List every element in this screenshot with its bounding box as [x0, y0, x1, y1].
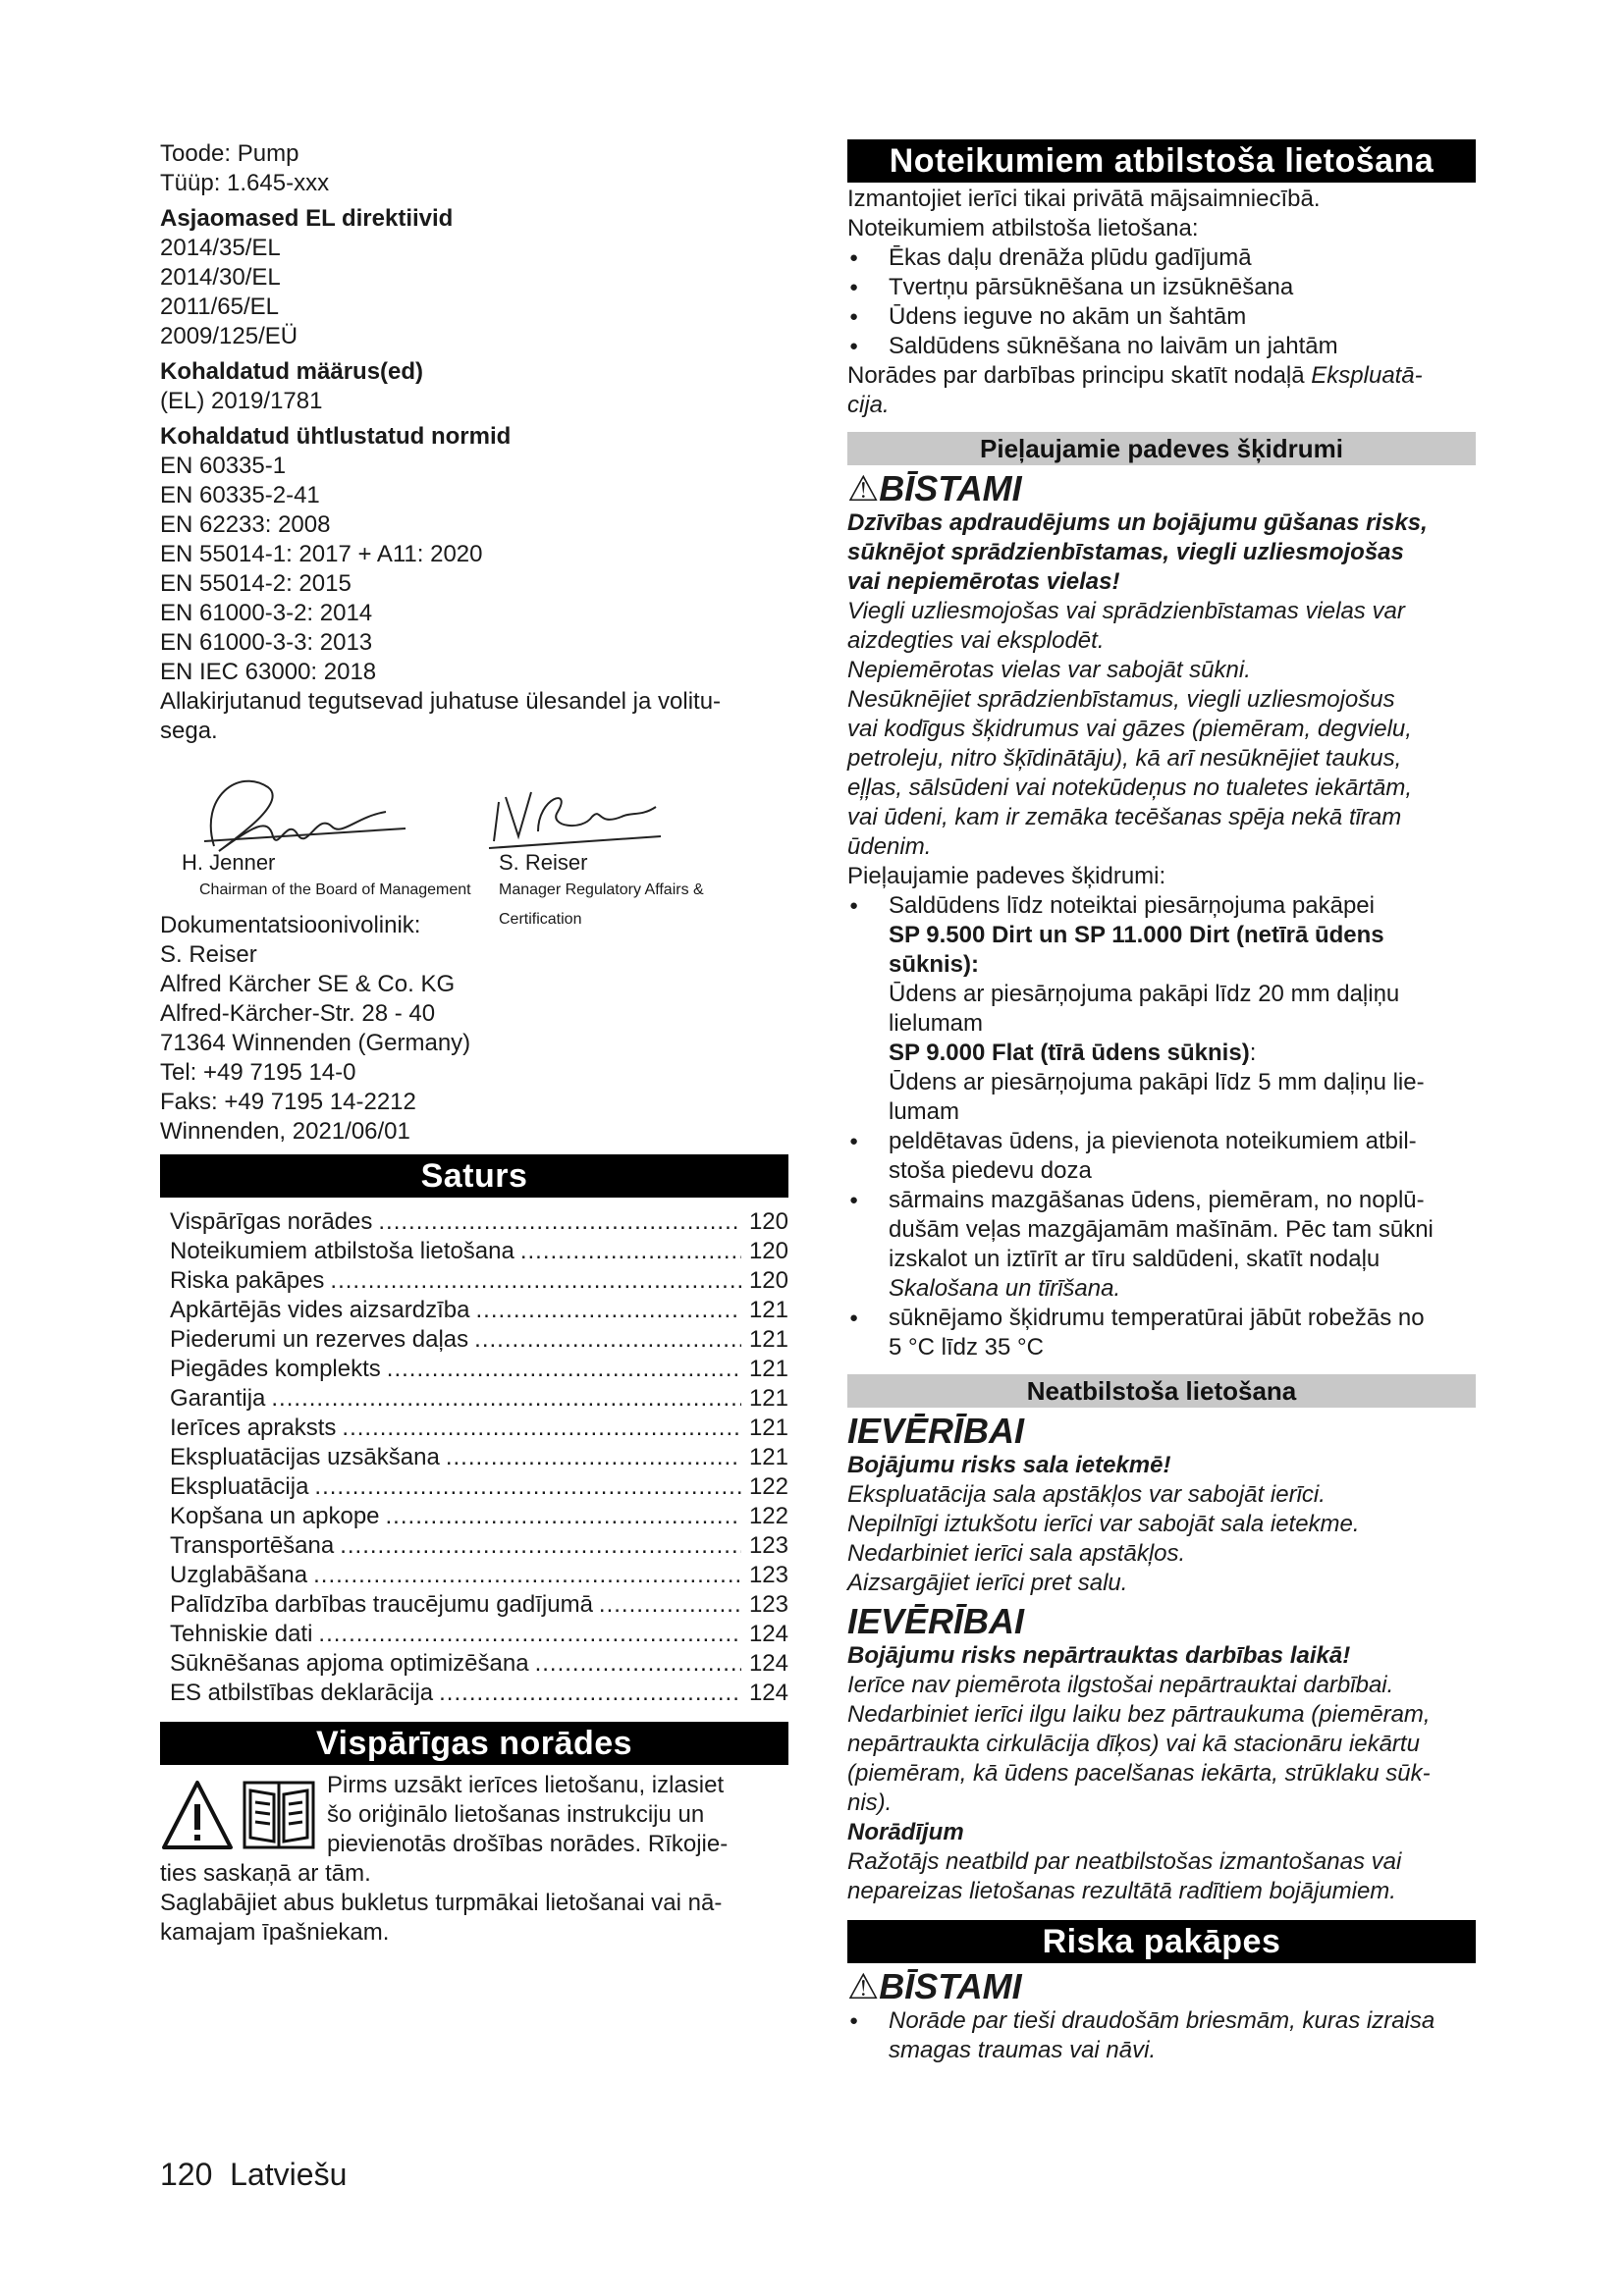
- danger-bold-text: Dzīvības apdraudējums un bojājumu gūšanas risks,: [847, 509, 1428, 536]
- intended-use-bullet: ● Saldūdens sūknēšana no laivām un jahtām: [847, 332, 1476, 361]
- notice-bold-text: Bojājumu risks nepārtrauktas darbības laikā!: [847, 1642, 1351, 1669]
- chapter-link[interactable]: Skalošana un tīrīšana.: [889, 1275, 1121, 1302]
- toc-label: Ekspluatācija: [170, 1473, 309, 1500]
- contact-line: S. Reiser: [160, 941, 257, 968]
- contact-line: Alfred-Kärcher-Str. 28 - 40: [160, 1000, 436, 1027]
- notice-text: Ierīce nav piemērota ilgstošai nepārtrauktai darbībai.: [847, 1672, 1394, 1698]
- regulations-heading: Kohaldatud määrus(ed): [160, 358, 424, 385]
- toc-page: 123: [748, 1591, 788, 1618]
- fluid-bullet: ● peldētavas ūdens, ja pievienota noteikumiem atbil-: [847, 1127, 1476, 1156]
- danger-text: Nepiemērotas vielas var sabojāt sūkni.: [847, 657, 1251, 683]
- fluid-bullet: ● sūknējamo šķidrumu temperatūrai jābūt robežās no: [847, 1304, 1476, 1333]
- contact-line: Winnenden, 2021/06/01: [160, 1118, 410, 1145]
- toc-label: Palīdzība darbības traucējumu gadījumā: [170, 1591, 593, 1618]
- danger-text: petroleju, nitro šķīdinātāju), kā arī nesūknējiet taukus,: [847, 745, 1402, 772]
- directives-heading: Asjaomased EL direktiivid: [160, 205, 454, 232]
- model-label: SP 9.500 Dirt un SP 11.000 Dirt (netīrā ūdens: [889, 922, 1384, 948]
- notice-text: (piemēram, kā ūdens pacelšanas iekārta, strūklaku sūk-: [847, 1760, 1431, 1787]
- intended-use-bullet: ● Tvertņu pārsūknēšana un izsūknēšana: [847, 273, 1476, 302]
- danger-signal: ⚠BĪSTAMI: [847, 1966, 1022, 2006]
- danger-signal: ⚠BĪSTAMI: [847, 468, 1022, 508]
- norm-item: EN 55014-1: 2017 + A11: 2020: [160, 541, 483, 567]
- norms-heading: Kohaldatud ühtlustatud normid: [160, 423, 512, 450]
- fluid-bullet: ● sārmains mazgāšanas ūdens, piemēram, no noplū-: [847, 1186, 1476, 1215]
- intended-use-bullet: ● Ūdens ieguve no akām un šahtām: [847, 302, 1476, 332]
- toc-page: 120: [748, 1267, 788, 1294]
- intended-use-ref: [847, 361, 1476, 391]
- contact-line: Alfred Kärcher SE & Co. KG: [160, 971, 456, 997]
- doc-contact: [160, 911, 788, 1147]
- notice-text: Nedarbiniet ierīci ilgu laiku bez pārtraukuma (piemēram,: [847, 1701, 1431, 1728]
- toc-page: 124: [748, 1621, 788, 1647]
- warning-manual-icons: [160, 1771, 327, 1859]
- toc-page: 121: [748, 1385, 788, 1412]
- toc-list: [160, 1207, 788, 1708]
- directive-item: 2014/35/EL: [160, 235, 281, 261]
- model-colon: :: [1249, 1040, 1257, 1066]
- toc-label: Riska pakāpes: [170, 1267, 325, 1294]
- risk-levels-title: Riska pakāpes: [847, 1920, 1476, 1963]
- fluid-bullet-cont: 5 °C līdz 35 °C: [889, 1334, 1044, 1361]
- footer-language: Latviešu: [230, 2157, 348, 2192]
- toc-entry[interactable]: [170, 1443, 788, 1472]
- norm-item: EN 55014-2: 2015: [160, 570, 352, 597]
- toc-entry[interactable]: [170, 1414, 788, 1443]
- note-text: Ražotājs neatbild par neatbilstošas izmantošanas vai: [847, 1848, 1402, 1875]
- norm-item: EN 60335-2-41: [160, 482, 320, 508]
- general-notice: [160, 1771, 788, 1859]
- toc-label: Uzglabāšana: [170, 1562, 308, 1588]
- notice-text: nis).: [847, 1789, 893, 1816]
- toc-entry[interactable]: [170, 1384, 788, 1414]
- contact-line: 71364 Winnenden (Germany): [160, 1030, 471, 1056]
- regulation-item: (EL) 2019/1781: [160, 388, 323, 414]
- left-column: [160, 139, 788, 1948]
- danger-text: vai kodīgus šķidrumus vai gāzes (piemēram, degvielu,: [847, 716, 1412, 742]
- toc-page: 122: [748, 1503, 788, 1529]
- general-section-title: Vispārīgas norādes: [160, 1722, 788, 1765]
- model-label-row: [847, 1039, 1476, 1068]
- notice-text: Aizsargājiet ierīci pret salu.: [847, 1570, 1128, 1596]
- norm-item: EN IEC 63000: 2018: [160, 659, 377, 685]
- model-text: lumam: [889, 1098, 960, 1125]
- norm-item: EN 60335-1: [160, 453, 287, 479]
- fluid-bullet-cont: stoša piedevu doza: [889, 1157, 1092, 1184]
- notice-signal: IEVĒRĪBAI: [847, 1411, 1025, 1451]
- toc-entry[interactable]: [170, 1296, 788, 1325]
- toc-page: 121: [748, 1326, 788, 1353]
- toc-page: 120: [748, 1238, 788, 1264]
- signatory-name: H. Jenner: [182, 850, 276, 875]
- model-label: SP 9.000 Flat (tīrā ūdens sūknis): [889, 1040, 1250, 1066]
- notice-bold-text: Bojājumu risks sala ietekmē!: [847, 1452, 1171, 1478]
- contact-line: Dokumentatsioonivolinik:: [160, 912, 421, 938]
- danger-text: eļļas, sālsūdeni vai notekūdeņus no tualetes iekārtām,: [847, 774, 1413, 801]
- jenner-signature: [204, 781, 406, 851]
- risk-bullet: ● Norāde par tieši draudošām briesmām, kuras izraisa: [847, 2006, 1476, 2036]
- toc-label: Piegādes komplekts: [170, 1356, 381, 1382]
- notice-signal: IEVĒRĪBAI: [847, 1601, 1025, 1641]
- improper-use-subtitle: Neatbilstoša lietošana: [847, 1374, 1476, 1408]
- toc-entry[interactable]: [170, 1531, 788, 1561]
- toc-label: Ekspluatācijas uzsākšana: [170, 1444, 440, 1470]
- toc-label: Noteikumiem atbilstoša lietošana: [170, 1238, 514, 1264]
- ref-text: Norādes par darbības principu skatīt nodaļā: [847, 362, 1305, 389]
- toc-entry[interactable]: [170, 1472, 788, 1502]
- manual-book-icon: [244, 1783, 313, 1847]
- fluid-bullet-cont: izskalot un iztīrīt ar tīru saldūdeni, skatīt nodaļu: [889, 1246, 1380, 1272]
- toc-entry[interactable]: [170, 1207, 788, 1237]
- reiser-signature: [489, 792, 661, 848]
- intended-use-ref: cija.: [847, 392, 890, 418]
- directive-item: 2011/65/EL: [160, 294, 279, 320]
- toc-label: Transportēšana: [170, 1532, 335, 1559]
- toc-page: 123: [748, 1562, 788, 1588]
- right-column: [847, 139, 1476, 2065]
- toc-entry[interactable]: [170, 1237, 788, 1266]
- general-text: šo oriģinālo lietošanas instrukciju un: [327, 1801, 705, 1828]
- toc-page: 123: [748, 1532, 788, 1559]
- norm-item: EN 61000-3-3: 2013: [160, 629, 373, 656]
- toc-label: Ierīces apraksts: [170, 1415, 337, 1441]
- toc-entry[interactable]: [170, 1590, 788, 1620]
- toc-entry[interactable]: [170, 1649, 788, 1679]
- toc-label: Vispārīgas norādes: [170, 1208, 373, 1235]
- general-text: kamajam īpašniekam.: [160, 1919, 390, 1946]
- toc-label: Apkārtējās vides aizsardzība: [170, 1297, 470, 1323]
- toc-page: 122: [748, 1473, 788, 1500]
- toc-page: 120: [748, 1208, 788, 1235]
- type-line: Tüüp: 1.645-xxx: [160, 170, 330, 196]
- model-text: Ūdens ar piesārņojuma pakāpi līdz 20 mm daļiņu: [889, 981, 1400, 1007]
- toc-label: Piederumi un rezerves daļas: [170, 1326, 469, 1353]
- toc-label: Garantija: [170, 1385, 266, 1412]
- intended-use-text: Noteikumiem atbilstoša lietošana:: [847, 215, 1199, 241]
- toc-title: Saturs: [160, 1154, 788, 1198]
- page-number: 120: [160, 2157, 213, 2192]
- toc-label: ES atbilstības deklarācija: [170, 1680, 434, 1706]
- notice-text: Nedarbiniet ierīci sala apstākļos.: [847, 1540, 1186, 1567]
- danger-text: aizdegties vai eksplodēt.: [847, 627, 1105, 654]
- signatory-name: S. Reiser: [499, 850, 588, 875]
- risk-bullet-cont: smagas traumas vai nāvi.: [889, 2037, 1157, 2063]
- norm-item: EN 61000-3-2: 2014: [160, 600, 373, 626]
- ref-chapter-link[interactable]: Ekspluatā-: [1311, 362, 1423, 389]
- toc-page: 121: [748, 1444, 788, 1470]
- directive-item: 2014/30/EL: [160, 264, 281, 291]
- note-text: nepareizas lietošanas rezultātā radītiem bojājumiem.: [847, 1878, 1396, 1904]
- model-label: sūknis):: [889, 951, 980, 978]
- signing-text: Allakirjutanud tegutsevad juhatuse ülesandel ja volitu-: [160, 688, 722, 715]
- toc-label: Kopšana un apkope: [170, 1503, 380, 1529]
- toc-entry[interactable]: [170, 1266, 788, 1296]
- directive-item: 2009/125/EÜ: [160, 323, 298, 349]
- toc-label: Tehniskie dati: [170, 1621, 313, 1647]
- signatory-role: Chairman of the Board of Management: [199, 881, 471, 898]
- signatory-role: Manager Regulatory Affairs & Certification: [499, 881, 704, 928]
- fluid-bullet: ● Saldūdens līdz noteiktai piesārņojuma pakāpei: [847, 891, 1476, 921]
- danger-text: vai ūdeni, kam ir zemāka tecēšanas spēja nekā tīram: [847, 804, 1402, 830]
- toc-page: 124: [748, 1650, 788, 1677]
- danger-text: ūdenim.: [847, 833, 932, 860]
- toc-entry[interactable]: [170, 1679, 788, 1708]
- danger-bold-text: vai nepiemērotas vielas!: [847, 568, 1120, 595]
- fluid-bullet-cont: dušām veļas mazgājamām mašīnām. Pēc tam sūkni: [889, 1216, 1434, 1243]
- toc-entry[interactable]: [170, 1325, 788, 1355]
- general-text: pievienotās drošības norādes. Rīkojie-: [327, 1831, 729, 1857]
- notice-text: nepārtraukta cirkulācija dīķos) vai kā stacionāru iekārtu: [847, 1731, 1420, 1757]
- norm-item: EN 62233: 2008: [160, 511, 331, 538]
- warning-triangle-icon: [164, 1783, 231, 1847]
- toc-page: 121: [748, 1297, 788, 1323]
- toc-entry[interactable]: [170, 1355, 788, 1384]
- toc-entry[interactable]: [170, 1620, 788, 1649]
- fluids-subtitle: Pieļaujamie padeves šķidrumi: [847, 432, 1476, 465]
- product-line: Toode: Pump: [160, 140, 299, 167]
- toc-page: 121: [748, 1415, 788, 1441]
- model-text: Ūdens ar piesārņojuma pakāpi līdz 5 mm daļiņu lie-: [889, 1069, 1425, 1095]
- general-text: ties saskaņā ar tām.: [160, 1860, 371, 1887]
- intended-use-title: Noteikumiem atbilstoša lietošana: [847, 139, 1476, 183]
- notice-text: Ekspluatācija sala apstākļos var sabojāt ierīci.: [847, 1481, 1326, 1508]
- allowed-heading: Pieļaujamie padeves šķidrumi:: [847, 863, 1166, 889]
- danger-text: Nesūknējiet sprādzienbīstamus, viegli uzliesmojošus: [847, 686, 1395, 713]
- toc-label: Sūknēšanas apjoma optimizēšana: [170, 1650, 529, 1677]
- contact-line: Faks: +49 7195 14-2212: [160, 1089, 416, 1115]
- toc-entry[interactable]: [170, 1561, 788, 1590]
- general-text: Saglabājiet abus bukletus turpmākai lietošanai vai nā-: [160, 1890, 723, 1916]
- page-footer: [160, 2155, 347, 2194]
- contact-line: Tel: +49 7195 14-0: [160, 1059, 356, 1086]
- toc-page: 121: [748, 1356, 788, 1382]
- signing-text: sega.: [160, 718, 218, 744]
- model-text: lielumam: [889, 1010, 984, 1037]
- intended-use-text: Izmantojiet ierīci tikai privātā mājsaimniecībā.: [847, 186, 1321, 212]
- toc-page: 124: [748, 1680, 788, 1706]
- general-text: Pirms uzsākt ierīces lietošanu, izlasiet: [327, 1772, 725, 1798]
- danger-bold-text: sūknējot sprādzienbīstamas, viegli uzliesmojošas: [847, 539, 1404, 565]
- danger-text: Viegli uzliesmojošas vai sprādzienbīstamas vielas var: [847, 598, 1405, 624]
- note-label: Norādījum: [847, 1819, 964, 1845]
- toc-entry[interactable]: [170, 1502, 788, 1531]
- notice-text: Nepilnīgi iztukšotu ierīci var sabojāt sala ietekme.: [847, 1511, 1360, 1537]
- intended-use-bullet: ● Ēkas daļu drenāža plūdu gadījumā: [847, 243, 1476, 273]
